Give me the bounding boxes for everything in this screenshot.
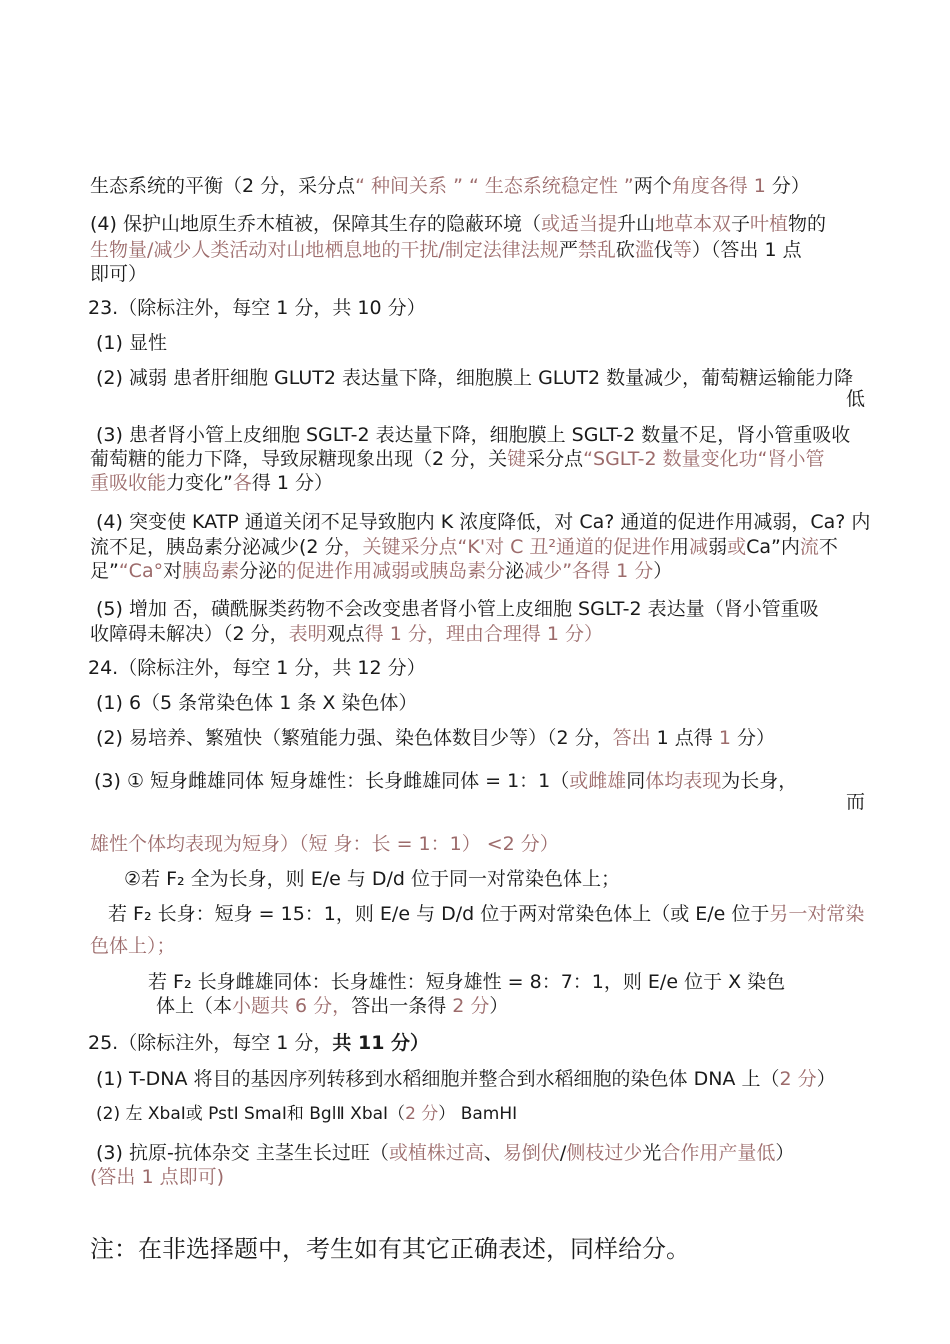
line-text bbox=[96, 1141, 794, 1165]
highlighted-text: 减 bbox=[689, 536, 709, 558]
line-answer-24-3-2b bbox=[108, 902, 864, 926]
line-text bbox=[88, 296, 426, 320]
line-answer-24-1 bbox=[96, 691, 417, 715]
text-segment: / bbox=[559, 1142, 567, 1164]
line-answer-23-5-cont bbox=[90, 622, 603, 646]
text-segment: 若 F₂ 长身雌雄同体：长身雄性：短身雄性 = 8：7：1，则 E/e 位于 X 染色 bbox=[148, 971, 786, 993]
text-segment: 为长身， bbox=[721, 770, 798, 792]
line-ecosystem-balance bbox=[90, 174, 810, 198]
text-segment: (1) T-DNA 将目的基因序列转移到水稻细胞并整合到水稻细胞的染色体 DNA 上（ bbox=[96, 1068, 780, 1090]
line-text bbox=[90, 535, 838, 559]
text-segment: 不 bbox=[818, 536, 838, 558]
line-answer-22-4 bbox=[90, 212, 826, 236]
text-segment: 用 bbox=[670, 536, 690, 558]
line-answer-24-3-end bbox=[846, 790, 865, 814]
line-text bbox=[88, 1031, 429, 1055]
highlighted-text: “SGLT-2 数量变化功“肾小管 bbox=[583, 448, 825, 470]
highlighted-text: “Ca° bbox=[118, 560, 164, 582]
line-answer-23-3 bbox=[96, 423, 850, 447]
line-text bbox=[90, 471, 333, 495]
text-segment: 严 bbox=[558, 239, 578, 261]
text-segment: 25.（除标注外，每空 1 分， bbox=[88, 1032, 333, 1054]
text-segment: Ca”内 bbox=[746, 536, 800, 558]
text-segment: 收障碍未解决）（2 分， bbox=[90, 623, 289, 645]
highlighted-text: 侧枝过少 bbox=[566, 1142, 643, 1164]
line-text bbox=[148, 970, 785, 994]
text-segment: 弱 bbox=[708, 536, 728, 558]
line-answer-25-2 bbox=[96, 1102, 517, 1126]
line-text bbox=[96, 423, 850, 447]
text-segment: (5) 增加 否，磺酰脲类药物不会改变患者肾小管上皮细胞 SGLT-2 表达量（肾小管重吸 bbox=[96, 598, 819, 620]
line-text bbox=[96, 366, 853, 390]
line-text bbox=[90, 212, 826, 236]
text-segment: ） bbox=[775, 1142, 795, 1164]
text-segment: 分泌 bbox=[239, 560, 278, 582]
line-answer-24-3-2c bbox=[148, 970, 785, 994]
text-segment: ） bbox=[816, 1068, 836, 1090]
text-segment: 伐 bbox=[653, 239, 673, 261]
line-text bbox=[96, 597, 819, 621]
line-text bbox=[96, 1067, 836, 1091]
line-text bbox=[96, 726, 775, 750]
text-segment: ） bbox=[489, 995, 509, 1017]
text-segment: 得 1 分） bbox=[251, 472, 334, 494]
text-segment: 体上（本 bbox=[156, 995, 233, 1017]
text-segment: 观点 bbox=[326, 623, 365, 645]
line-text bbox=[90, 559, 672, 583]
text-segment: ②若 F₂ 全为长身，则 E/e 与 D/d 位于同一对常染色体上； bbox=[124, 868, 621, 890]
text-segment: 升山 bbox=[616, 213, 655, 235]
text-segment: 泌 bbox=[505, 560, 525, 582]
highlighted-text: 2 分 bbox=[405, 1104, 439, 1124]
line-answer-25-1 bbox=[96, 1067, 836, 1091]
line-answer-23-3-cont bbox=[90, 447, 824, 471]
highlighted-text: 滥 bbox=[634, 239, 654, 261]
highlighted-text: 或适当提 bbox=[540, 213, 617, 235]
text-segment: ） bbox=[653, 560, 673, 582]
line-text bbox=[96, 691, 417, 715]
line-text bbox=[90, 622, 603, 646]
highlighted-text: 重吸收能 bbox=[90, 472, 167, 494]
line-answer-23-4 bbox=[96, 510, 870, 534]
line-answer-24-2 bbox=[96, 726, 775, 750]
highlighted-text: 合作用产量低 bbox=[661, 1142, 776, 1164]
text-segment: 23.（除标注外，每空 1 分，共 10 分） bbox=[88, 297, 426, 319]
line-text bbox=[90, 832, 559, 856]
line-text bbox=[90, 174, 810, 198]
line-text bbox=[90, 1165, 224, 1189]
text-segment: 而 bbox=[846, 791, 866, 813]
line-answer-25-3-end bbox=[90, 1165, 224, 1189]
line-answer-23-4-end bbox=[90, 559, 672, 583]
text-segment: 同 bbox=[626, 770, 646, 792]
highlighted-text: 或雌雄 bbox=[569, 770, 627, 792]
line-answer-24-3-2b-end bbox=[90, 934, 176, 958]
text-segment: 子 bbox=[731, 213, 751, 235]
text-segment: (4) 突变使 KATP 通道关闭不足导致胞内 K 浓度降低，对 Ca? 通道的促进作用减弱，Ca? 内 bbox=[96, 511, 871, 533]
highlighted-text: 减少”各得 1 分 bbox=[524, 560, 654, 582]
line-text bbox=[90, 238, 802, 262]
line-text bbox=[846, 790, 865, 814]
text-segment: 采分点 bbox=[526, 448, 584, 470]
highlighted-text: 等 bbox=[672, 239, 692, 261]
highlighted-text: 或 bbox=[727, 536, 747, 558]
highlighted-text: 1 bbox=[718, 727, 731, 749]
text-segment: (2) 左 XbaⅠ或 PstⅠ SmaⅠ和 BglⅡ XbaⅠ（ bbox=[96, 1104, 406, 1124]
line-text bbox=[124, 867, 620, 891]
highlighted-text: 生物量/减少人类活动对山地栖息地的干扰/制定法律法规 bbox=[90, 239, 559, 261]
line-answer-24-3-2a bbox=[124, 867, 620, 891]
highlighted-text: 雄性个体均表现为短身）（短 身：长 = 1：1） <2 分） bbox=[90, 833, 559, 855]
highlighted-text: 体均表现 bbox=[645, 770, 722, 792]
heading-question-23 bbox=[88, 296, 426, 320]
line-answer-23-4-cont bbox=[90, 535, 838, 559]
line-text bbox=[846, 387, 865, 411]
text-segment: 即可） bbox=[90, 263, 148, 285]
line-text bbox=[96, 1102, 517, 1126]
text-segment: 流不足，胰岛素分泌减少(2 分 bbox=[90, 536, 344, 558]
text-segment: (3) 患者肾小管上皮细胞 SGLT-2 表达量下降，细胞膜上 SGLT-2 数量不足，肾小管重吸收 bbox=[96, 424, 851, 446]
text-segment: 分） bbox=[771, 175, 810, 197]
highlighted-text: 色体上）； bbox=[90, 935, 176, 957]
text-segment: 物的 bbox=[788, 213, 827, 235]
grading-note bbox=[90, 1237, 690, 1261]
highlighted-text: 答出 bbox=[612, 727, 651, 749]
highlighted-text: 小题共 6 分， bbox=[232, 995, 352, 1017]
text-segment: ）（答出 1 点 bbox=[691, 239, 802, 261]
text-segment: 光 bbox=[642, 1142, 662, 1164]
text-segment: 注：在非选择题中，考生如有其它正确表述，同样给分。 bbox=[90, 1235, 690, 1263]
line-answer-25-3 bbox=[96, 1141, 794, 1165]
text-segment: (2) 易培养、繁殖快（繁殖能力强、染色体数目少等）（2 分， bbox=[96, 727, 613, 749]
text-segment: (1) 显性 bbox=[96, 332, 167, 354]
highlighted-text: 的促进作用减弱或胰岛素分 bbox=[277, 560, 506, 582]
text-segment: 葡萄糖的能力下降，导致尿糖现象出现（2 分，关 bbox=[90, 448, 508, 470]
line-text bbox=[90, 447, 824, 471]
highlighted-text: 2 分 bbox=[452, 995, 490, 1017]
line-text bbox=[90, 1237, 690, 1261]
highlighted-text: 易倒伏 bbox=[502, 1142, 560, 1164]
text-segment: (1) 6（5 条常染色体 1 条 X 染色体） bbox=[96, 692, 418, 714]
text-segment: 足” bbox=[90, 560, 119, 582]
text-segment: 两个 bbox=[633, 175, 672, 197]
line-text bbox=[108, 902, 864, 926]
line-answer-23-2 bbox=[96, 366, 853, 390]
line-text bbox=[96, 331, 167, 355]
highlighted-text: ，关键采分点“K'对 C 丑²通道的促进作 bbox=[343, 536, 671, 558]
text-segment: 低 bbox=[846, 388, 866, 410]
text-segment: 砍 bbox=[615, 239, 635, 261]
text-segment: 分） bbox=[730, 727, 775, 749]
line-answer-22-4-end bbox=[90, 262, 147, 286]
line-answer-24-3-2c-end bbox=[156, 994, 508, 1018]
line-text bbox=[90, 262, 147, 286]
highlighted-text: 角度各得 1 bbox=[671, 175, 772, 197]
text-segment: 、 bbox=[483, 1142, 503, 1164]
text-segment: 生态系统的平衡（2 分，采分点 bbox=[90, 175, 356, 197]
text-segment: 共 11 分） bbox=[332, 1032, 430, 1054]
line-answer-23-5 bbox=[96, 597, 819, 621]
text-segment: 1 点得 bbox=[650, 727, 719, 749]
text-segment: (2) 减弱 患者肝细胞 GLUT2 表达量下降，细胞膜上 GLUT2 数量减少，葡萄糖运输能力降 bbox=[96, 367, 854, 389]
text-segment: 力变化” bbox=[166, 472, 233, 494]
highlighted-text: 2 分 bbox=[779, 1068, 817, 1090]
heading-question-24 bbox=[88, 656, 426, 680]
line-text bbox=[94, 769, 797, 793]
highlighted-text: 地草本双 bbox=[655, 213, 732, 235]
line-answer-23-3-end bbox=[90, 471, 333, 495]
text-segment: 对 bbox=[163, 560, 183, 582]
line-answer-24-3-cont bbox=[90, 832, 559, 856]
highlighted-text: 胰岛素 bbox=[182, 560, 240, 582]
highlighted-text: 或植株过高 bbox=[388, 1142, 484, 1164]
highlighted-text: (答出 1 点即可) bbox=[90, 1166, 224, 1188]
text-segment: 24.（除标注外，每空 1 分，共 12 分） bbox=[88, 657, 426, 679]
highlighted-text: 另一对常染 bbox=[769, 903, 865, 925]
line-text bbox=[88, 656, 426, 680]
line-answer-22-4-cont bbox=[90, 238, 802, 262]
heading-question-25 bbox=[88, 1031, 429, 1055]
highlighted-text: 键 bbox=[507, 448, 527, 470]
highlighted-text: “ 种间关系 ” “ 生态系统稳定性 ” bbox=[355, 175, 634, 197]
text-segment: 答出一条得 bbox=[351, 995, 453, 1017]
highlighted-text: 得 1 分，理由合理得 1 分） bbox=[364, 623, 604, 645]
highlighted-text: 禁乱 bbox=[577, 239, 616, 261]
line-answer-23-2-end bbox=[846, 387, 865, 411]
text-segment: 若 F₂ 长身：短身 = 15：1，则 E/e 与 D/d 位于两对常染色体上（或 E/e 位于 bbox=[108, 903, 770, 925]
line-answer-23-1 bbox=[96, 331, 167, 355]
highlighted-text: 叶植 bbox=[750, 213, 789, 235]
highlighted-text: 流 bbox=[799, 536, 819, 558]
highlighted-text: 各 bbox=[232, 472, 252, 494]
text-segment: (3) 抗原-抗体杂交 主茎生长过旺（ bbox=[96, 1142, 389, 1164]
line-answer-24-3 bbox=[94, 769, 797, 793]
line-text bbox=[90, 934, 176, 958]
text-segment: (3) ① 短身雌雄同体 短身雄性：长身雌雄同体 = 1：1（ bbox=[94, 770, 570, 792]
line-text bbox=[156, 994, 508, 1018]
text-segment: (4) 保护山地原生乔木植被，保障其生存的隐蔽环境（ bbox=[90, 213, 541, 235]
line-text bbox=[96, 510, 870, 534]
highlighted-text: 表明 bbox=[288, 623, 327, 645]
text-segment: ） BamHⅠ bbox=[438, 1104, 518, 1124]
